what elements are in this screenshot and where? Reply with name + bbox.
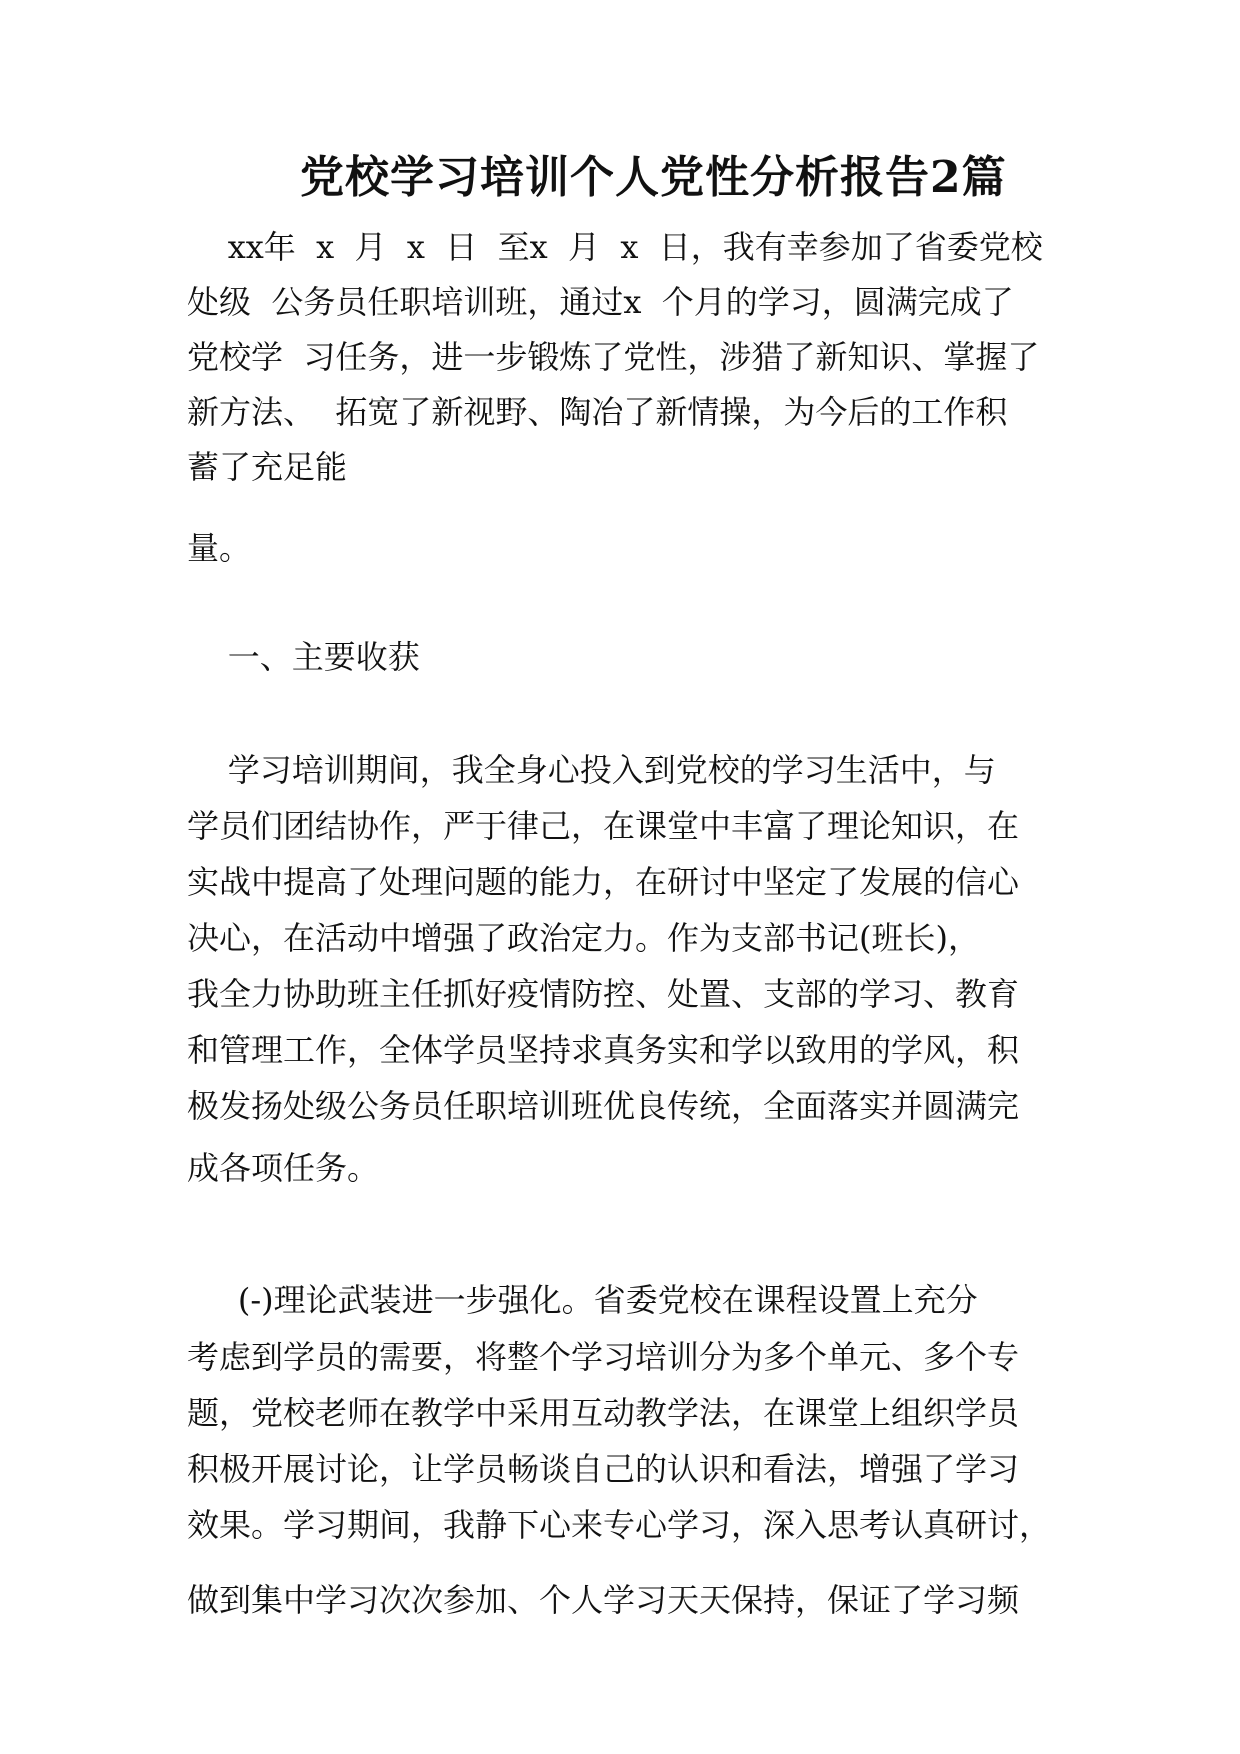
paragraph-line: 党校学 习任务，进一步锻炼了党性，涉猎了新知识、掌握了 — [187, 338, 1040, 376]
paragraph-line: 效果。学习期间，我静下心来专心学习，深入思考认真研讨， — [187, 1506, 1052, 1544]
paragraph-line: xx年 x 月 x 日 至x 月 x 日，我有幸参加了省委党校 — [187, 228, 1043, 266]
section-heading: 一、主要收获 — [187, 638, 420, 676]
paragraph-line: 决心，在活动中增强了政治定力。作为支部书记(班长)， — [187, 919, 980, 957]
paragraph-line: 题，党校老师在教学中采用互动教学法，在课堂上组织学员 — [187, 1394, 1020, 1432]
document-title: 党校学习培训个人党性分析报告2篇 — [300, 152, 1007, 203]
paragraph-line: 积极开展讨论，让学员畅谈自己的认识和看法，增强了学习 — [187, 1450, 1020, 1488]
paragraph-line: 做到集中学习次次参加、个人学习天天保持，保证了学习频 — [187, 1581, 1020, 1619]
paragraph-line: 学习培训期间，我全身心投入到党校的学习生活中，与 — [187, 751, 996, 789]
paragraph-line: 处级 公务员任职培训班，通过x 个月的学习，圆满完成了 — [187, 283, 1014, 321]
paragraph-line: 极发扬处级公务员任职培训班优良传统，全面落实并圆满完 — [187, 1087, 1020, 1125]
paragraph-line: (-)理论武装进一步强化。省委党校在课程设置上充分 — [187, 1281, 978, 1319]
paragraph-line: 我全力协助班主任抓好疫情防控、处置、支部的学习、教育 — [187, 975, 1020, 1013]
paragraph-line: 考虑到学员的需要，将整个学习培训分为多个单元、多个专 — [187, 1338, 1020, 1376]
paragraph-line: 和管理工作，全体学员坚持求真务实和学以致用的学风，积 — [187, 1031, 1020, 1069]
paragraph-line: 学员们团结协作，严于律己，在课堂中丰富了理论知识，在 — [187, 807, 1020, 845]
paragraph-line: 实战中提高了处理问题的能力，在研讨中坚定了发展的信心 — [187, 863, 1020, 901]
paragraph-line: 成各项任务。 — [187, 1149, 380, 1187]
paragraph-line: 蓄了充足能 — [187, 448, 348, 486]
paragraph-line: 新方法、 拓宽了新视野、陶冶了新情操，为今后的工作积 — [187, 393, 1008, 431]
paragraph-line: 量。 — [187, 529, 252, 567]
